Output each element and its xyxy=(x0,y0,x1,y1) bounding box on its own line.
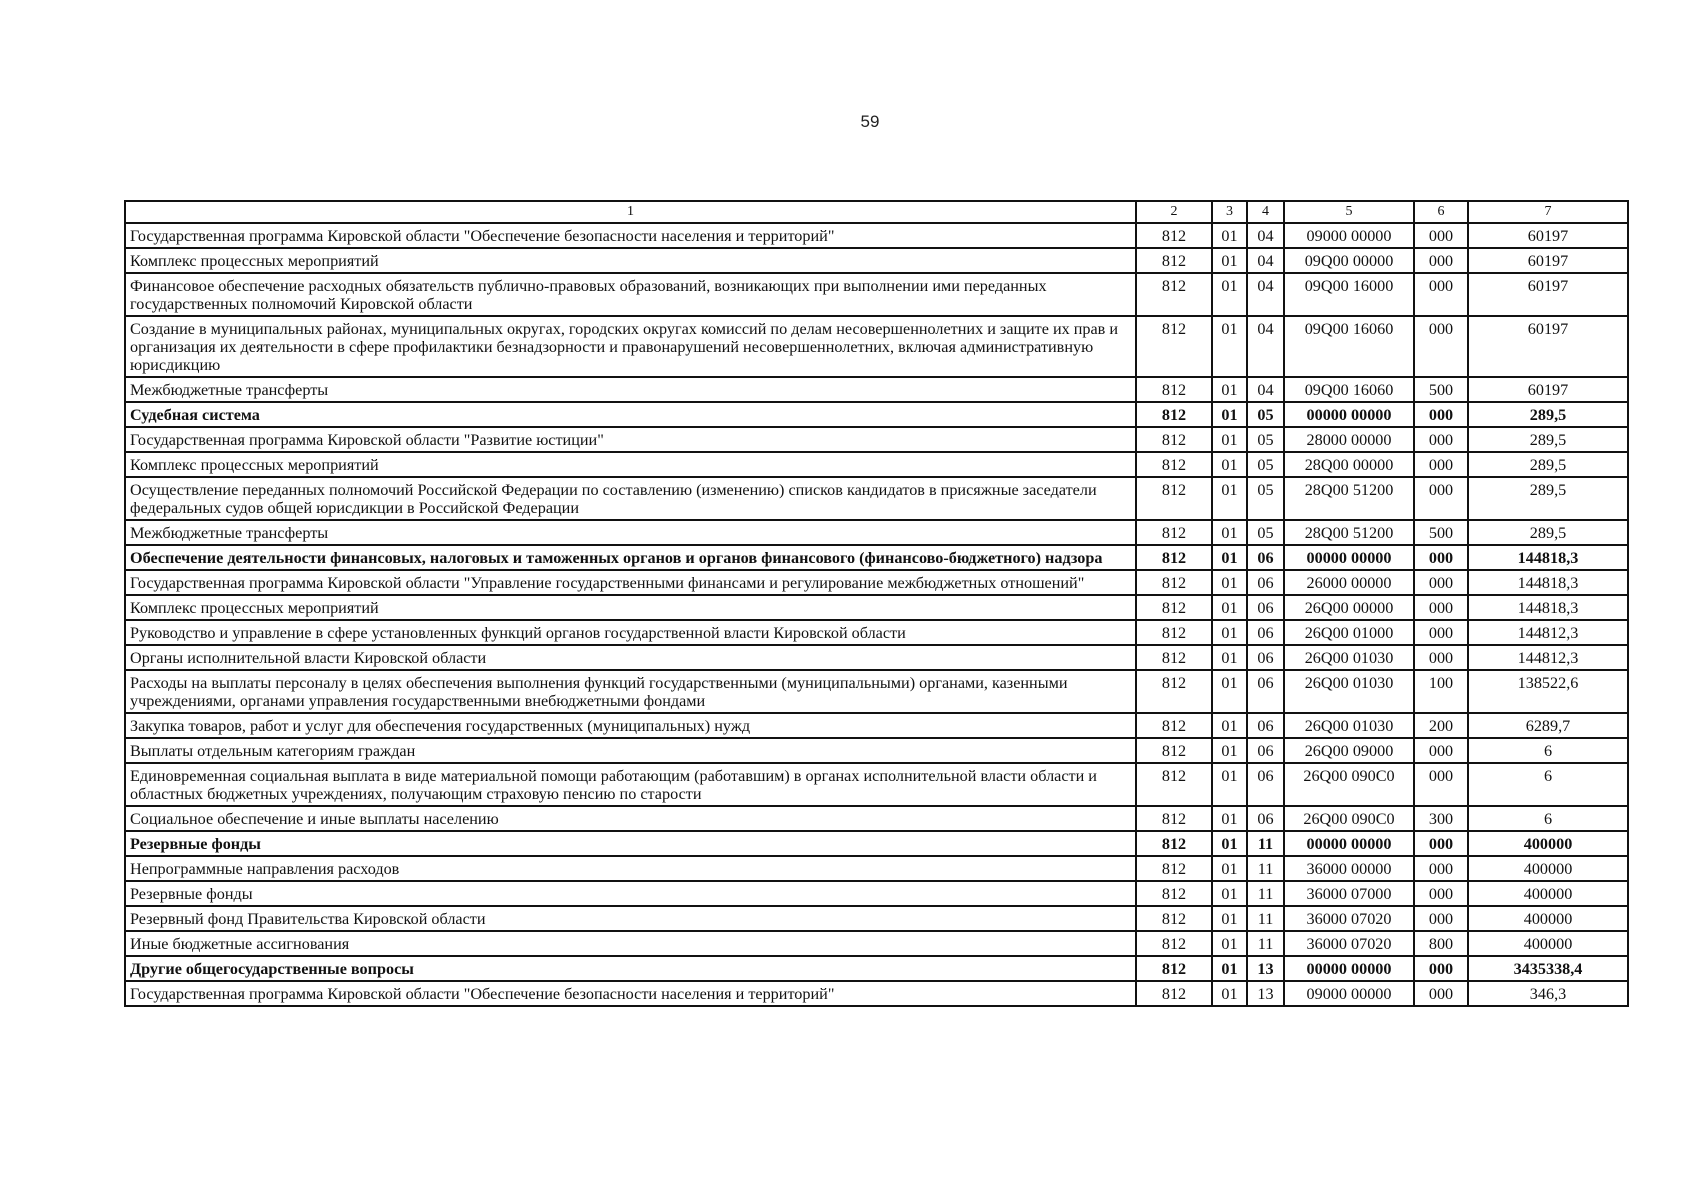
section-code-cell: 01 xyxy=(1212,223,1247,248)
target-article-cell: 26Q00 09000 xyxy=(1284,738,1414,763)
table-row xyxy=(125,763,1628,806)
amount-cell: 346,3 xyxy=(1468,981,1628,1006)
ministry-code-cell: 812 xyxy=(1136,477,1212,520)
section-code-cell: 01 xyxy=(1212,881,1247,906)
amount-cell: 144818,3 xyxy=(1468,570,1628,595)
subsection-code-cell: 04 xyxy=(1247,273,1284,316)
target-article-cell: 09Q00 16060 xyxy=(1284,377,1414,402)
subsection-code-cell: 04 xyxy=(1247,248,1284,273)
expense-type-cell: 000 xyxy=(1414,831,1468,856)
target-article-cell: 00000 00000 xyxy=(1284,831,1414,856)
amount-cell: 289,5 xyxy=(1468,427,1628,452)
section-code-cell: 01 xyxy=(1212,377,1247,402)
expense-type-cell: 000 xyxy=(1414,452,1468,477)
subsection-code-cell: 04 xyxy=(1247,316,1284,377)
target-article-cell: 09Q00 16000 xyxy=(1284,273,1414,316)
subsection-code-cell: 13 xyxy=(1247,956,1284,981)
section-code-cell: 01 xyxy=(1212,316,1247,377)
subsection-code-cell: 11 xyxy=(1247,856,1284,881)
table-row xyxy=(125,981,1628,1006)
table-row xyxy=(125,881,1628,906)
subsection-code-cell: 05 xyxy=(1247,427,1284,452)
section-code-cell: 01 xyxy=(1212,856,1247,881)
target-article-cell: 26Q00 090C0 xyxy=(1284,806,1414,831)
amount-cell: 60197 xyxy=(1468,377,1628,402)
amount-cell: 6 xyxy=(1468,806,1628,831)
subsection-code-cell: 05 xyxy=(1247,452,1284,477)
expense-type-cell: 500 xyxy=(1414,377,1468,402)
ministry-code-cell: 812 xyxy=(1136,713,1212,738)
subsection-code-cell: 05 xyxy=(1247,520,1284,545)
table-row xyxy=(125,645,1628,670)
section-code-cell: 01 xyxy=(1212,931,1247,956)
table-row xyxy=(125,956,1628,981)
expense-type-cell: 000 xyxy=(1414,477,1468,520)
ministry-code-cell: 812 xyxy=(1136,763,1212,806)
column-header: 2 xyxy=(1136,201,1212,223)
expense-type-cell: 800 xyxy=(1414,931,1468,956)
expense-type-cell: 000 xyxy=(1414,427,1468,452)
amount-cell: 144812,3 xyxy=(1468,620,1628,645)
row-name-cell: Комплекс процессных мероприятий xyxy=(125,452,1136,477)
section-code-cell: 01 xyxy=(1212,670,1247,713)
subsection-code-cell: 06 xyxy=(1247,763,1284,806)
expense-type-cell: 000 xyxy=(1414,248,1468,273)
section-code-cell: 01 xyxy=(1212,570,1247,595)
row-name-cell: Другие общегосударственные вопросы xyxy=(125,956,1136,981)
row-name-cell: Обеспечение деятельности финансовых, налоговых и таможенных органов и органов финансового (финансово-бюджетного) надзора xyxy=(125,545,1136,570)
subsection-code-cell: 06 xyxy=(1247,570,1284,595)
amount-cell: 400000 xyxy=(1468,931,1628,956)
column-header: 1 xyxy=(125,201,1136,223)
column-number-header-row xyxy=(125,201,1628,223)
table-row xyxy=(125,377,1628,402)
ministry-code-cell: 812 xyxy=(1136,570,1212,595)
row-name-cell: Комплекс процессных мероприятий xyxy=(125,248,1136,273)
subsection-code-cell: 11 xyxy=(1247,906,1284,931)
table-row xyxy=(125,806,1628,831)
row-name-cell: Резервные фонды xyxy=(125,831,1136,856)
row-name-cell: Государственная программа Кировской области "Обеспечение безопасности населения и территорий" xyxy=(125,223,1136,248)
amount-cell: 400000 xyxy=(1468,856,1628,881)
ministry-code-cell: 812 xyxy=(1136,981,1212,1006)
ministry-code-cell: 812 xyxy=(1136,806,1212,831)
table-row xyxy=(125,402,1628,427)
target-article-cell: 36000 07020 xyxy=(1284,931,1414,956)
table-row xyxy=(125,545,1628,570)
table-row xyxy=(125,906,1628,931)
expense-type-cell: 000 xyxy=(1414,981,1468,1006)
subsection-code-cell: 04 xyxy=(1247,223,1284,248)
expense-type-cell: 000 xyxy=(1414,402,1468,427)
ministry-code-cell: 812 xyxy=(1136,248,1212,273)
expense-type-cell: 000 xyxy=(1414,223,1468,248)
amount-cell: 289,5 xyxy=(1468,520,1628,545)
expense-type-cell: 000 xyxy=(1414,570,1468,595)
budget-table xyxy=(124,200,1629,1007)
target-article-cell: 26Q00 01030 xyxy=(1284,645,1414,670)
table-row xyxy=(125,477,1628,520)
target-article-cell: 26Q00 01030 xyxy=(1284,670,1414,713)
expense-type-cell: 000 xyxy=(1414,906,1468,931)
amount-cell: 144812,3 xyxy=(1468,645,1628,670)
section-code-cell: 01 xyxy=(1212,763,1247,806)
amount-cell: 6 xyxy=(1468,738,1628,763)
section-code-cell: 01 xyxy=(1212,402,1247,427)
amount-cell: 289,5 xyxy=(1468,402,1628,427)
row-name-cell: Расходы на выплаты персоналу в целях обеспечения выполнения функций государственными (муниципальными) органами, казенными учреждениями, органами управления государственными внебюджетными фондами xyxy=(125,670,1136,713)
column-header: 5 xyxy=(1284,201,1414,223)
subsection-code-cell: 06 xyxy=(1247,670,1284,713)
subsection-code-cell: 06 xyxy=(1247,545,1284,570)
amount-cell: 3435338,4 xyxy=(1468,956,1628,981)
ministry-code-cell: 812 xyxy=(1136,645,1212,670)
row-name-cell: Непрограммные направления расходов xyxy=(125,856,1136,881)
table-row xyxy=(125,316,1628,377)
section-code-cell: 01 xyxy=(1212,477,1247,520)
section-code-cell: 01 xyxy=(1212,906,1247,931)
section-code-cell: 01 xyxy=(1212,248,1247,273)
expense-type-cell: 000 xyxy=(1414,595,1468,620)
expense-type-cell: 300 xyxy=(1414,806,1468,831)
amount-cell: 138522,6 xyxy=(1468,670,1628,713)
section-code-cell: 01 xyxy=(1212,806,1247,831)
expense-type-cell: 100 xyxy=(1414,670,1468,713)
section-code-cell: 01 xyxy=(1212,620,1247,645)
subsection-code-cell: 11 xyxy=(1247,881,1284,906)
section-code-cell: 01 xyxy=(1212,273,1247,316)
section-code-cell: 01 xyxy=(1212,545,1247,570)
table-row xyxy=(125,620,1628,645)
target-article-cell: 09Q00 00000 xyxy=(1284,248,1414,273)
row-name-cell: Государственная программа Кировской области "Управление государственными финансами и регулирование межбюджетных отношений" xyxy=(125,570,1136,595)
table-row xyxy=(125,223,1628,248)
target-article-cell: 00000 00000 xyxy=(1284,956,1414,981)
subsection-code-cell: 06 xyxy=(1247,645,1284,670)
ministry-code-cell: 812 xyxy=(1136,856,1212,881)
target-article-cell: 09Q00 16060 xyxy=(1284,316,1414,377)
target-article-cell: 26Q00 01030 xyxy=(1284,713,1414,738)
target-article-cell: 09000 00000 xyxy=(1284,981,1414,1006)
section-code-cell: 01 xyxy=(1212,956,1247,981)
column-header: 4 xyxy=(1247,201,1284,223)
row-name-cell: Осуществление переданных полномочий Российской Федерации по составлению (изменению) списков кандидатов в присяжные заседатели федеральных судов общей юрисдикции в Российской Федерации xyxy=(125,477,1136,520)
amount-cell: 60197 xyxy=(1468,273,1628,316)
amount-cell: 144818,3 xyxy=(1468,595,1628,620)
target-article-cell: 26000 00000 xyxy=(1284,570,1414,595)
column-header: 3 xyxy=(1212,201,1247,223)
column-header: 7 xyxy=(1468,201,1628,223)
section-code-cell: 01 xyxy=(1212,831,1247,856)
expense-type-cell: 000 xyxy=(1414,645,1468,670)
table-row xyxy=(125,427,1628,452)
row-name-cell: Резервные фонды xyxy=(125,881,1136,906)
ministry-code-cell: 812 xyxy=(1136,223,1212,248)
table-row xyxy=(125,452,1628,477)
subsection-code-cell: 06 xyxy=(1247,738,1284,763)
row-name-cell: Государственная программа Кировской области "Обеспечение безопасности населения и территорий" xyxy=(125,981,1136,1006)
expense-type-cell: 000 xyxy=(1414,763,1468,806)
target-article-cell: 09000 00000 xyxy=(1284,223,1414,248)
ministry-code-cell: 812 xyxy=(1136,931,1212,956)
row-name-cell: Закупка товаров, работ и услуг для обеспечения государственных (муниципальных) нужд xyxy=(125,713,1136,738)
target-article-cell: 00000 00000 xyxy=(1284,402,1414,427)
amount-cell: 400000 xyxy=(1468,831,1628,856)
ministry-code-cell: 812 xyxy=(1136,595,1212,620)
amount-cell: 289,5 xyxy=(1468,477,1628,520)
target-article-cell: 28Q00 51200 xyxy=(1284,477,1414,520)
target-article-cell: 26Q00 01000 xyxy=(1284,620,1414,645)
expense-type-cell: 000 xyxy=(1414,881,1468,906)
table-row xyxy=(125,520,1628,545)
amount-cell: 6289,7 xyxy=(1468,713,1628,738)
amount-cell: 6 xyxy=(1468,763,1628,806)
subsection-code-cell: 06 xyxy=(1247,713,1284,738)
ministry-code-cell: 812 xyxy=(1136,452,1212,477)
amount-cell: 400000 xyxy=(1468,881,1628,906)
expense-type-cell: 000 xyxy=(1414,738,1468,763)
table-row xyxy=(125,931,1628,956)
ministry-code-cell: 812 xyxy=(1136,427,1212,452)
section-code-cell: 01 xyxy=(1212,452,1247,477)
expense-type-cell: 000 xyxy=(1414,856,1468,881)
section-code-cell: 01 xyxy=(1212,981,1247,1006)
subsection-code-cell: 11 xyxy=(1247,931,1284,956)
section-code-cell: 01 xyxy=(1212,645,1247,670)
expense-type-cell: 000 xyxy=(1414,273,1468,316)
ministry-code-cell: 812 xyxy=(1136,520,1212,545)
row-name-cell: Комплекс процессных мероприятий xyxy=(125,595,1136,620)
subsection-code-cell: 05 xyxy=(1247,402,1284,427)
table-row xyxy=(125,738,1628,763)
table-row xyxy=(125,713,1628,738)
ministry-code-cell: 812 xyxy=(1136,906,1212,931)
expense-type-cell: 000 xyxy=(1414,316,1468,377)
amount-cell: 60197 xyxy=(1468,248,1628,273)
table-row xyxy=(125,831,1628,856)
section-code-cell: 01 xyxy=(1212,520,1247,545)
target-article-cell: 26Q00 090C0 xyxy=(1284,763,1414,806)
ministry-code-cell: 812 xyxy=(1136,402,1212,427)
amount-cell: 289,5 xyxy=(1468,452,1628,477)
ministry-code-cell: 812 xyxy=(1136,738,1212,763)
row-name-cell: Органы исполнительной власти Кировской области xyxy=(125,645,1136,670)
target-article-cell: 28Q00 00000 xyxy=(1284,452,1414,477)
expense-type-cell: 000 xyxy=(1414,545,1468,570)
target-article-cell: 00000 00000 xyxy=(1284,545,1414,570)
table-row xyxy=(125,248,1628,273)
amount-cell: 144818,3 xyxy=(1468,545,1628,570)
section-code-cell: 01 xyxy=(1212,713,1247,738)
amount-cell: 60197 xyxy=(1468,223,1628,248)
row-name-cell: Резервный фонд Правительства Кировской области xyxy=(125,906,1136,931)
target-article-cell: 36000 07020 xyxy=(1284,906,1414,931)
target-article-cell: 36000 07000 xyxy=(1284,881,1414,906)
amount-cell: 60197 xyxy=(1468,316,1628,377)
row-name-cell: Финансовое обеспечение расходных обязательств публично-правовых образований, возникающих при выполнении ими переданных государственных полномочий Кировской области xyxy=(125,273,1136,316)
ministry-code-cell: 812 xyxy=(1136,545,1212,570)
section-code-cell: 01 xyxy=(1212,427,1247,452)
expense-type-cell: 200 xyxy=(1414,713,1468,738)
table-row xyxy=(125,595,1628,620)
subsection-code-cell: 04 xyxy=(1247,377,1284,402)
row-name-cell: Иные бюджетные ассигнования xyxy=(125,931,1136,956)
subsection-code-cell: 11 xyxy=(1247,831,1284,856)
ministry-code-cell: 812 xyxy=(1136,831,1212,856)
row-name-cell: Межбюджетные трансферты xyxy=(125,377,1136,402)
target-article-cell: 28Q00 51200 xyxy=(1284,520,1414,545)
row-name-cell: Судебная система xyxy=(125,402,1136,427)
row-name-cell: Единовременная социальная выплата в виде материальной помощи работающим (работавшим) в органах исполнительной власти области и областных бюджетных учреждениях, получающим страховую пенсию по старости xyxy=(125,763,1136,806)
column-header: 6 xyxy=(1414,201,1468,223)
ministry-code-cell: 812 xyxy=(1136,620,1212,645)
subsection-code-cell: 06 xyxy=(1247,806,1284,831)
table-row xyxy=(125,273,1628,316)
row-name-cell: Межбюджетные трансферты xyxy=(125,520,1136,545)
table-row xyxy=(125,570,1628,595)
target-article-cell: 36000 00000 xyxy=(1284,856,1414,881)
row-name-cell: Создание в муниципальных районах, муниципальных округах, городских округах комиссий по делам несовершеннолетних и защите их прав и организация их деятельности в сфере профилактики безнадзорности и правонарушений несовершеннолетних, включая административную юрисдикцию xyxy=(125,316,1136,377)
expense-type-cell: 000 xyxy=(1414,956,1468,981)
row-name-cell: Государственная программа Кировской области "Развитие юстиции" xyxy=(125,427,1136,452)
ministry-code-cell: 812 xyxy=(1136,377,1212,402)
ministry-code-cell: 812 xyxy=(1136,881,1212,906)
target-article-cell: 28000 00000 xyxy=(1284,427,1414,452)
table-row xyxy=(125,670,1628,713)
table-row xyxy=(125,856,1628,881)
ministry-code-cell: 812 xyxy=(1136,316,1212,377)
expense-type-cell: 000 xyxy=(1414,620,1468,645)
ministry-code-cell: 812 xyxy=(1136,273,1212,316)
ministry-code-cell: 812 xyxy=(1136,956,1212,981)
section-code-cell: 01 xyxy=(1212,738,1247,763)
target-article-cell: 26Q00 00000 xyxy=(1284,595,1414,620)
subsection-code-cell: 05 xyxy=(1247,477,1284,520)
subsection-code-cell: 13 xyxy=(1247,981,1284,1006)
row-name-cell: Выплаты отдельным категориям граждан xyxy=(125,738,1136,763)
subsection-code-cell: 06 xyxy=(1247,620,1284,645)
amount-cell: 400000 xyxy=(1468,906,1628,931)
row-name-cell: Руководство и управление в сфере установленных функций органов государственной власти Кировской области xyxy=(125,620,1136,645)
expense-type-cell: 500 xyxy=(1414,520,1468,545)
section-code-cell: 01 xyxy=(1212,595,1247,620)
subsection-code-cell: 06 xyxy=(1247,595,1284,620)
row-name-cell: Социальное обеспечение и иные выплаты населению xyxy=(125,806,1136,831)
ministry-code-cell: 812 xyxy=(1136,670,1212,713)
page-number: 59 xyxy=(860,112,880,131)
